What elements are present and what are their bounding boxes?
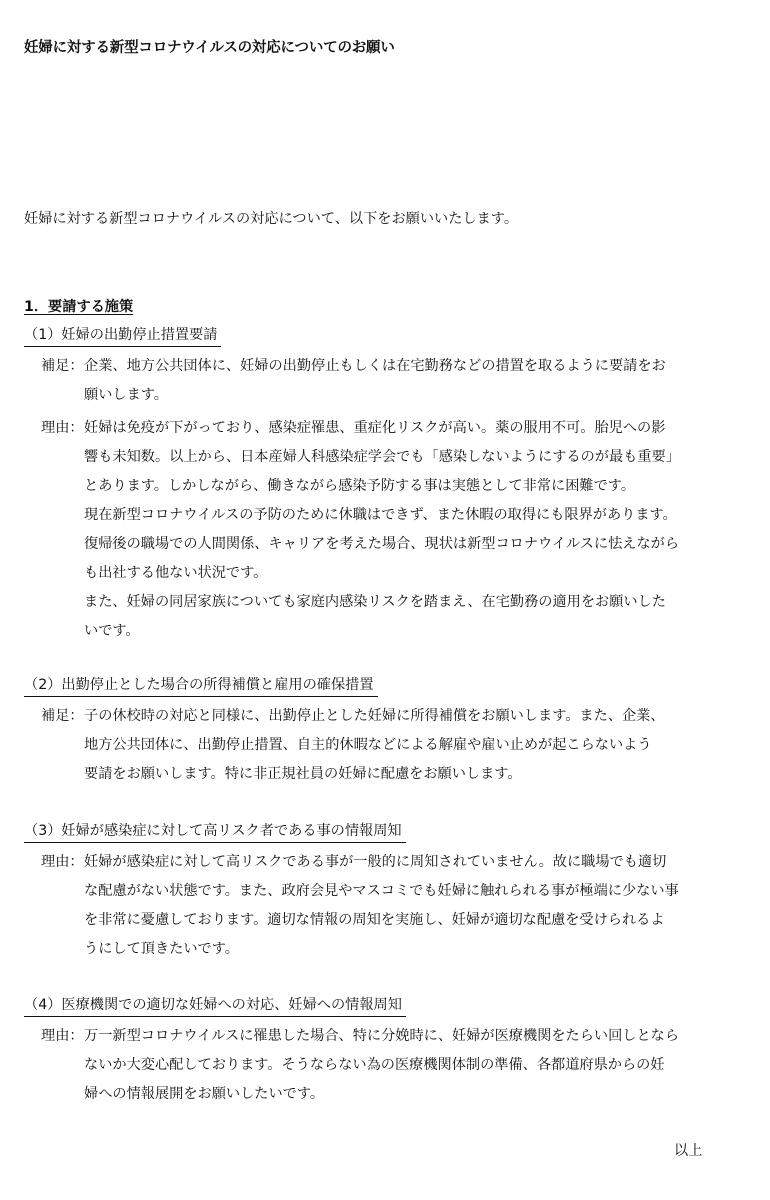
item-1-note-reason xyxy=(24,414,764,646)
note-line: 婦への情報展開をお願いしたいです。 xyxy=(84,1086,325,1102)
item-2-title: （2）出勤停止とした場合の所得補償と雇用の確保措置 xyxy=(24,674,378,697)
item-2 xyxy=(24,674,764,789)
note-label: 理由： xyxy=(41,420,84,436)
item-4 xyxy=(24,994,764,1109)
note-line: ないか大変心配しております。そうならない為の医療機関体制の準備、各都道府県からの妊 xyxy=(84,1057,665,1073)
note-line: 復帰後の職場での人間関係、キャリアを考えた場合、現状は新型コロナウイルスに怯えながら xyxy=(84,536,680,552)
item-4-title: （4）医療機関での適切な妊婦への対応、妊婦への情報周知 xyxy=(24,994,406,1017)
note-label: 理由： xyxy=(41,854,84,870)
note-line: とあります。しかしながら、働きながら感染予防する事は実態として非常に困難です。 xyxy=(84,478,636,494)
item-2-note-supplement xyxy=(24,702,764,789)
note-line: 響も未知数。以上から、日本産婦人科感染症学会でも「感染しないようにするのが最も重要」 xyxy=(84,449,680,465)
note-line: な配慮がない状態です。また、政府会見やマスコミでも妊婦に触れられる事が極端に少ない事 xyxy=(84,883,679,899)
note-line: 子の休校時の対応と同様に、出勤停止とした妊婦に所得補償をお願いします。また、企業、 xyxy=(84,708,665,724)
item-3-title: （3）妊婦が感染症に対して高リスク者である事の情報周知 xyxy=(24,820,406,843)
item-3-note-reason xyxy=(24,848,764,964)
note-label: 補足： xyxy=(41,358,84,374)
closing-text: 以上 xyxy=(674,1143,703,1159)
note-line: を非常に憂慮しております。適切な情報の周知を実施し、妊婦が適切な配慮を受けられるよ xyxy=(84,912,665,928)
note-line: 企業、地方公共団体に、妊婦の出勤停止もしくは在宅勤務などの措置を取るように要請をお xyxy=(84,358,666,374)
item-4-note-reason xyxy=(24,1022,764,1109)
note-line: 万一新型コロナウイルスに罹患した場合、特に分娩時に、妊婦が医療機関をたらい回しとなら xyxy=(84,1028,680,1044)
note-line: 妊婦が感染症に対して高リスクである事が一般的に周知されていません。故に職場でも適切 xyxy=(84,854,667,870)
note-line: うにして頂きたいです。 xyxy=(84,941,239,957)
note-line: 願いします。 xyxy=(84,387,168,403)
intro-text: 妊婦に対する新型コロナウイルスの対応について、以下をお願いいたします。 xyxy=(24,211,519,227)
item-3 xyxy=(24,820,764,964)
note-line: も出社する他ない状況です。 xyxy=(84,565,268,581)
note-label: 理由： xyxy=(41,1028,84,1044)
note-line: 妊婦は免疫が下がっており、感染症罹患、重症化リスクが高い。薬の服用不可。胎児への影 xyxy=(84,420,666,436)
section-heading: 1．要請する施策 xyxy=(24,299,134,315)
note-line: いです。 xyxy=(84,623,140,639)
document-title: 妊婦に対する新型コロナウイルスの対応についてのお願い xyxy=(24,40,395,56)
item-1 xyxy=(24,324,764,646)
note-line: 要請をお願いします。特に非正規社員の妊婦に配慮をお願いします。 xyxy=(84,766,522,782)
note-label: 補足： xyxy=(41,708,84,724)
note-line: 現在新型コロナウイルスの予防のために休職はできず、また休暇の取得にも限界があります。 xyxy=(84,507,677,523)
note-line: 地方公共団体に、出勤停止措置、自主的休暇などによる解雇や雇い止めが起こらないよう xyxy=(84,737,652,753)
note-line: また、妊婦の同居家族についても家庭内感染リスクを踏まえ、在宅勤務の適用をお願いした xyxy=(84,594,666,610)
item-1-note-supplement xyxy=(24,352,764,410)
item-1-title: （1）妊婦の出勤停止措置要請 xyxy=(24,324,221,347)
